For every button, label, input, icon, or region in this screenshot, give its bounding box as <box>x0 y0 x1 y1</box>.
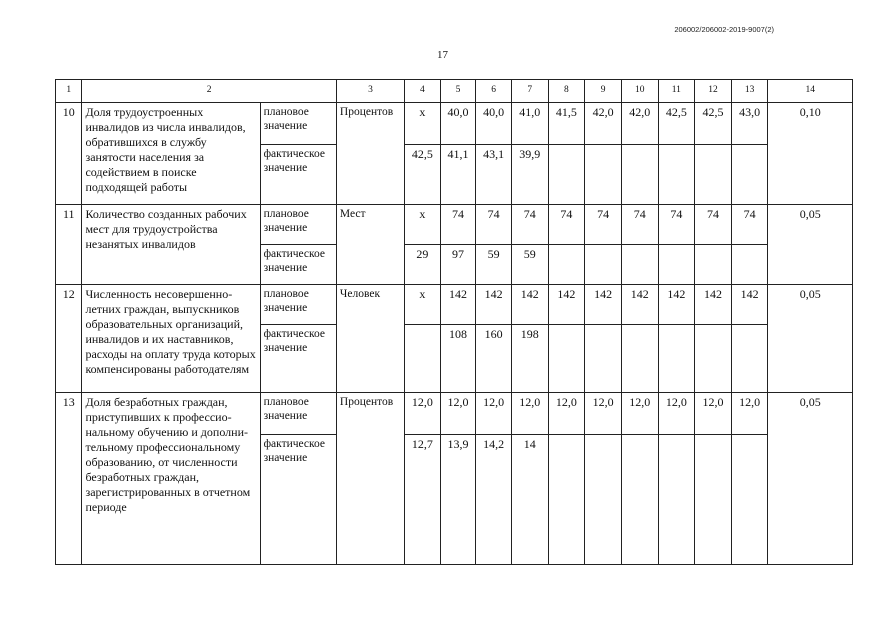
column-header: 10 <box>621 80 658 103</box>
fact-value <box>658 435 695 565</box>
fact-value <box>621 435 658 565</box>
plan-value: 142 <box>548 285 585 325</box>
column-header: 7 <box>511 80 548 103</box>
plan-row <box>56 205 853 245</box>
fact-value: 42,5 <box>405 145 441 205</box>
plan-value: 42,0 <box>621 103 658 145</box>
plan-value: 74 <box>585 205 622 245</box>
plan-value: 142 <box>695 285 732 325</box>
plan-value: 12,0 <box>731 393 768 435</box>
fact-value: 29 <box>405 245 441 285</box>
fact-value <box>585 245 622 285</box>
fact-value <box>695 245 732 285</box>
fact-value <box>548 145 585 205</box>
plan-value: 43,0 <box>731 103 768 145</box>
fact-value <box>731 245 768 285</box>
fact-value <box>695 435 732 565</box>
fact-value <box>585 145 622 205</box>
plan-value: 74 <box>621 205 658 245</box>
column-header: 3 <box>336 80 404 103</box>
plan-value: 42,5 <box>695 103 732 145</box>
indicator-name: Доля трудоустроенных инвалидов из числа инвалидов, обратившихся в службу занятости населения за содействием в поиске подходящей работы <box>82 103 260 205</box>
plan-value: 74 <box>476 205 512 245</box>
column-header: 9 <box>585 80 622 103</box>
plan-value: 74 <box>511 205 548 245</box>
column-header: 8 <box>548 80 585 103</box>
fact-value: 14,2 <box>476 435 512 565</box>
row-number: 11 <box>56 205 82 285</box>
plan-row <box>56 285 853 325</box>
row-number: 10 <box>56 103 82 205</box>
fact-value <box>405 325 441 393</box>
plan-value: 40,0 <box>440 103 476 145</box>
fact-value: 14 <box>511 435 548 565</box>
row-number: 12 <box>56 285 82 393</box>
fact-value <box>548 245 585 285</box>
unit-of-measure: Процентов <box>336 103 404 205</box>
row-number: 13 <box>56 393 82 565</box>
weight-coefficient: 0,10 <box>768 103 853 205</box>
plan-value: 142 <box>511 285 548 325</box>
plan-label: плановое значение <box>260 205 336 245</box>
column-header: 4 <box>405 80 441 103</box>
header-row <box>56 80 853 103</box>
fact-value <box>658 325 695 393</box>
fact-value: 59 <box>476 245 512 285</box>
plan-label: плановое значение <box>260 285 336 325</box>
plan-value: 142 <box>476 285 512 325</box>
plan-value: 12,0 <box>585 393 622 435</box>
fact-value: 41,1 <box>440 145 476 205</box>
fact-value <box>621 145 658 205</box>
column-header: 13 <box>731 80 768 103</box>
plan-value: 41,5 <box>548 103 585 145</box>
plan-value: x <box>405 103 441 145</box>
weight-coefficient: 0,05 <box>768 393 853 565</box>
fact-value: 97 <box>440 245 476 285</box>
column-header: 1 <box>56 80 82 103</box>
plan-value: 74 <box>658 205 695 245</box>
plan-value: 142 <box>585 285 622 325</box>
plan-label: плановое значение <box>260 103 336 145</box>
indicator-name: Количество созданных рабочих мест для трудоустройства незанятых инвалидов <box>82 205 260 285</box>
page-number: 17 <box>437 49 448 61</box>
indicators-table <box>55 79 853 565</box>
fact-value <box>695 145 732 205</box>
column-header: 12 <box>695 80 732 103</box>
column-header: 2 <box>82 80 336 103</box>
weight-coefficient: 0,05 <box>768 205 853 285</box>
plan-value: 42,0 <box>585 103 622 145</box>
plan-value: 74 <box>731 205 768 245</box>
fact-value: 39,9 <box>511 145 548 205</box>
plan-value: 12,0 <box>695 393 732 435</box>
plan-value: 12,0 <box>621 393 658 435</box>
fact-label: фактическое значение <box>260 435 336 565</box>
fact-value <box>658 145 695 205</box>
fact-value <box>731 145 768 205</box>
weight-coefficient: 0,05 <box>768 285 853 393</box>
plan-value: 42,5 <box>658 103 695 145</box>
column-header: 11 <box>658 80 695 103</box>
fact-value: 108 <box>440 325 476 393</box>
fact-label: фактическое значение <box>260 145 336 205</box>
fact-value: 59 <box>511 245 548 285</box>
plan-row <box>56 103 853 145</box>
plan-value: 74 <box>695 205 732 245</box>
plan-row <box>56 393 853 435</box>
fact-value: 12,7 <box>405 435 441 565</box>
unit-of-measure: Человек <box>336 285 404 393</box>
plan-value: 142 <box>440 285 476 325</box>
fact-value <box>731 325 768 393</box>
plan-value: x <box>405 205 441 245</box>
unit-of-measure: Процентов <box>336 393 404 565</box>
indicator-name: Численность несовершенно-летних граждан, выпускников образовательных организаций, инвалидов и их наставников, расходы на оплату труда которых компенсированы работодателям <box>82 285 260 393</box>
plan-value: 12,0 <box>405 393 441 435</box>
fact-value <box>585 435 622 565</box>
plan-value: 74 <box>548 205 585 245</box>
fact-label: фактическое значение <box>260 325 336 393</box>
fact-value <box>695 325 732 393</box>
column-header: 6 <box>476 80 512 103</box>
plan-value: x <box>405 285 441 325</box>
document-id: 206002/206002-2019-9007(2) <box>674 25 774 34</box>
fact-value: 13,9 <box>440 435 476 565</box>
fact-value: 43,1 <box>476 145 512 205</box>
fact-value <box>621 325 658 393</box>
fact-label: фактическое значение <box>260 245 336 285</box>
plan-value: 40,0 <box>476 103 512 145</box>
plan-label: плановое значение <box>260 393 336 435</box>
fact-value: 160 <box>476 325 512 393</box>
plan-value: 142 <box>621 285 658 325</box>
fact-value <box>548 325 585 393</box>
fact-value <box>621 245 658 285</box>
indicator-name: Доля безработных граждан, приступивших к профессио-нальному обучению и дополни-тельному профессиональному образованию, от численности безработных граждан, зарегистрированных в отчетном периоде <box>82 393 260 565</box>
plan-value: 142 <box>731 285 768 325</box>
fact-value <box>548 435 585 565</box>
plan-value: 74 <box>440 205 476 245</box>
plan-value: 12,0 <box>548 393 585 435</box>
plan-value: 12,0 <box>658 393 695 435</box>
fact-value <box>658 245 695 285</box>
plan-value: 12,0 <box>476 393 512 435</box>
plan-value: 142 <box>658 285 695 325</box>
unit-of-measure: Мест <box>336 205 404 285</box>
column-header: 14 <box>768 80 853 103</box>
fact-value: 198 <box>511 325 548 393</box>
plan-value: 41,0 <box>511 103 548 145</box>
fact-value <box>585 325 622 393</box>
fact-value <box>731 435 768 565</box>
plan-value: 12,0 <box>511 393 548 435</box>
plan-value: 12,0 <box>440 393 476 435</box>
column-header: 5 <box>440 80 476 103</box>
